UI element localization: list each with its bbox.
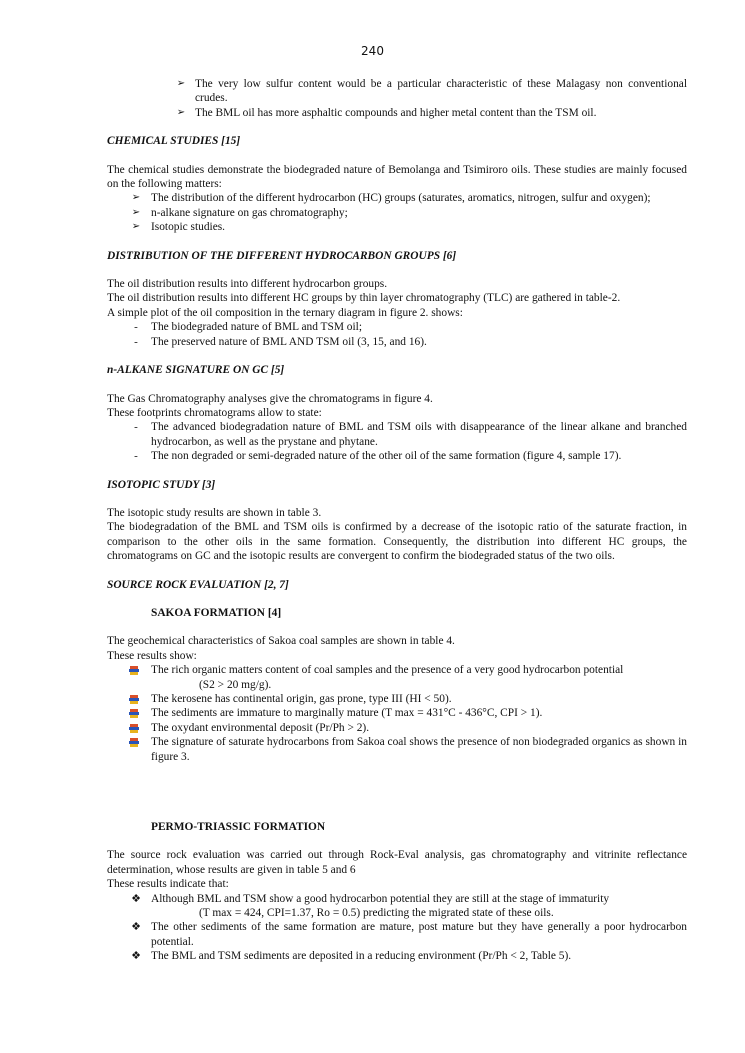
section-heading-source-rock: SOURCE ROCK EVALUATION [2, 7]: [107, 578, 289, 591]
paragraph: The biodegradation of the BML and TSM oils is confirmed by a decrease of the isotopic ratio of the saturate fraction, in comparison to the other oils in the same formation. Consequently, the distribution into different HC groups, the chromatograms on GC and the isotopic results are convergent to confirm the biodegraded status of the two oils.: [107, 521, 687, 563]
square-bullet-icon: [129, 695, 139, 704]
square-bullet-icon: [129, 738, 139, 747]
document-body: [107, 77, 687, 964]
spacer: [107, 764, 687, 806]
list-item: ❖ The BML and TSM sediments are deposited in a reducing environment (Pr/Ph < 2, Table 5).: [107, 949, 687, 963]
square-bullet-icon: [129, 709, 139, 718]
arrow-bullet-icon: ➢: [131, 206, 141, 218]
arrow-bullet-icon: ➢: [176, 78, 186, 89]
arrow-bullet-icon: ➢: [131, 192, 141, 204]
section-heading-isotopic: ISOTOPIC STUDY [3]: [107, 478, 216, 491]
square-bullet-icon: [129, 724, 139, 733]
page-number: 240: [361, 44, 384, 58]
text-line: The geochemical characteristics of Sakoa coal samples are shown in table 4.: [107, 635, 455, 648]
list-item: - The preserved nature of BML AND TSM oil (3, 15, and 16).: [107, 335, 687, 349]
list-item: - The advanced biodegradation nature of BML and TSM oils with disappearance of the linear alkane and branched hydrocarbon, as well as the prystane and phytane.: [107, 420, 687, 449]
text-line: A simple plot of the oil composition in the ternary diagram in figure 2. shows:: [107, 306, 463, 319]
list-item: ❖ The other sediments of the same formation are mature, post mature but they have generally a poor hydrocarbon potential.: [107, 920, 687, 949]
list-item: The oxydant environmental deposit (Pr/Ph > 2).: [107, 721, 687, 735]
list-item: ➢ Isotopic studies.: [107, 220, 687, 234]
arrow-bullet-icon: ➢: [131, 221, 141, 233]
dash-bullet-icon: -: [134, 321, 138, 334]
section-heading-alkane: n-ALKANE SIGNATURE ON GC [5]: [107, 364, 285, 377]
dash-bullet-icon: -: [134, 335, 138, 348]
section-heading-distribution: DISTRIBUTION OF THE DIFFERENT HYDROCARBON GROUPS [6]: [107, 249, 457, 262]
list-item: ❖ Although BML and TSM show a good hydrocarbon potential they are still at the stage of immaturity (T max = 424, CPI=1.37, Ro = 0.5) predicting the migrated state of these oils.: [107, 892, 687, 921]
arrow-bullet-icon: ➢: [176, 106, 186, 118]
sakoa-bullet-list: [107, 663, 687, 764]
diamond-bullet-icon: ❖: [131, 949, 141, 963]
list-item: The kerosene has continental origin, gas prone, type III (HI < 50).: [107, 692, 687, 706]
list-item: The sediments are immature to marginally mature (T max = 431°C - 436°C, CPI > 1).: [107, 706, 687, 720]
chemical-bullet-list: [107, 191, 687, 234]
section-heading-chemical: CHEMICAL STUDIES [15]: [107, 135, 241, 148]
subsection-heading-sakoa: SAKOA FORMATION [4]: [151, 606, 282, 619]
distribution-bullet-list: [107, 320, 687, 349]
list-item: ➢ The very low sulfur content would be a particular characteristic of these Malagasy non conventional crudes.: [107, 77, 687, 106]
square-bullet-icon: [129, 666, 139, 675]
paragraph: The chemical studies demonstrate the biodegraded nature of Bemolanga and Tsimiroro oils. These studies are mainly focused on the following matters:: [107, 163, 687, 191]
intro-bullet-list: [107, 77, 687, 120]
diamond-bullet-icon: ❖: [131, 891, 141, 905]
text-line: The oil distribution results into different hydrocarbon groups.: [107, 278, 388, 291]
list-item: ➢ The distribution of the different hydrocarbon (HC) groups (saturates, aromatics, nitrogen, sulfur and oxygen);: [107, 191, 687, 205]
text-line: These footprints chromatograms allow to state:: [107, 406, 322, 419]
list-item: - The biodegraded nature of BML and TSM oil;: [107, 320, 687, 334]
permo-bullet-list: [107, 892, 687, 964]
dash-bullet-icon: -: [134, 421, 138, 434]
text-line: The isotopic study results are shown in table 3.: [107, 506, 322, 519]
text-line: These results indicate that:: [107, 878, 229, 891]
subsection-heading-permo: PERMO-TRIASSIC FORMATION: [151, 821, 326, 834]
text-line: The Gas Chromatography analyses give the chromatograms in figure 4.: [107, 392, 433, 405]
paragraph: The source rock evaluation was carried out through Rock-Eval analysis, gas chromatography and vitrinite reflectance determination, whose results are given in table 5 and 6: [107, 849, 687, 876]
alkane-bullet-list: [107, 420, 687, 463]
list-item: The signature of saturate hydrocarbons from Sakoa coal shows the presence of non biodegraded organics as shown in figure 3.: [107, 735, 687, 764]
list-item: ➢ n-alkane signature on gas chromatography;: [107, 206, 687, 220]
text-line: These results show:: [107, 649, 197, 662]
list-item: ➢ The BML oil has more asphaltic compounds and higher metal content than the TSM oil.: [107, 106, 687, 120]
list-item: - The non degraded or semi-degraded nature of the other oil of the same formation (figure 4, sample 17).: [107, 449, 687, 463]
dash-bullet-icon: -: [134, 450, 138, 463]
text-line: The oil distribution results into different HC groups by thin layer chromatography (TLC) are gathered in table-2.: [107, 292, 621, 305]
list-item: The rich organic matters content of coal samples and the presence of a very good hydrocarbon potential (S2 > 20 mg/g).: [107, 663, 687, 692]
diamond-bullet-icon: ❖: [131, 920, 141, 934]
